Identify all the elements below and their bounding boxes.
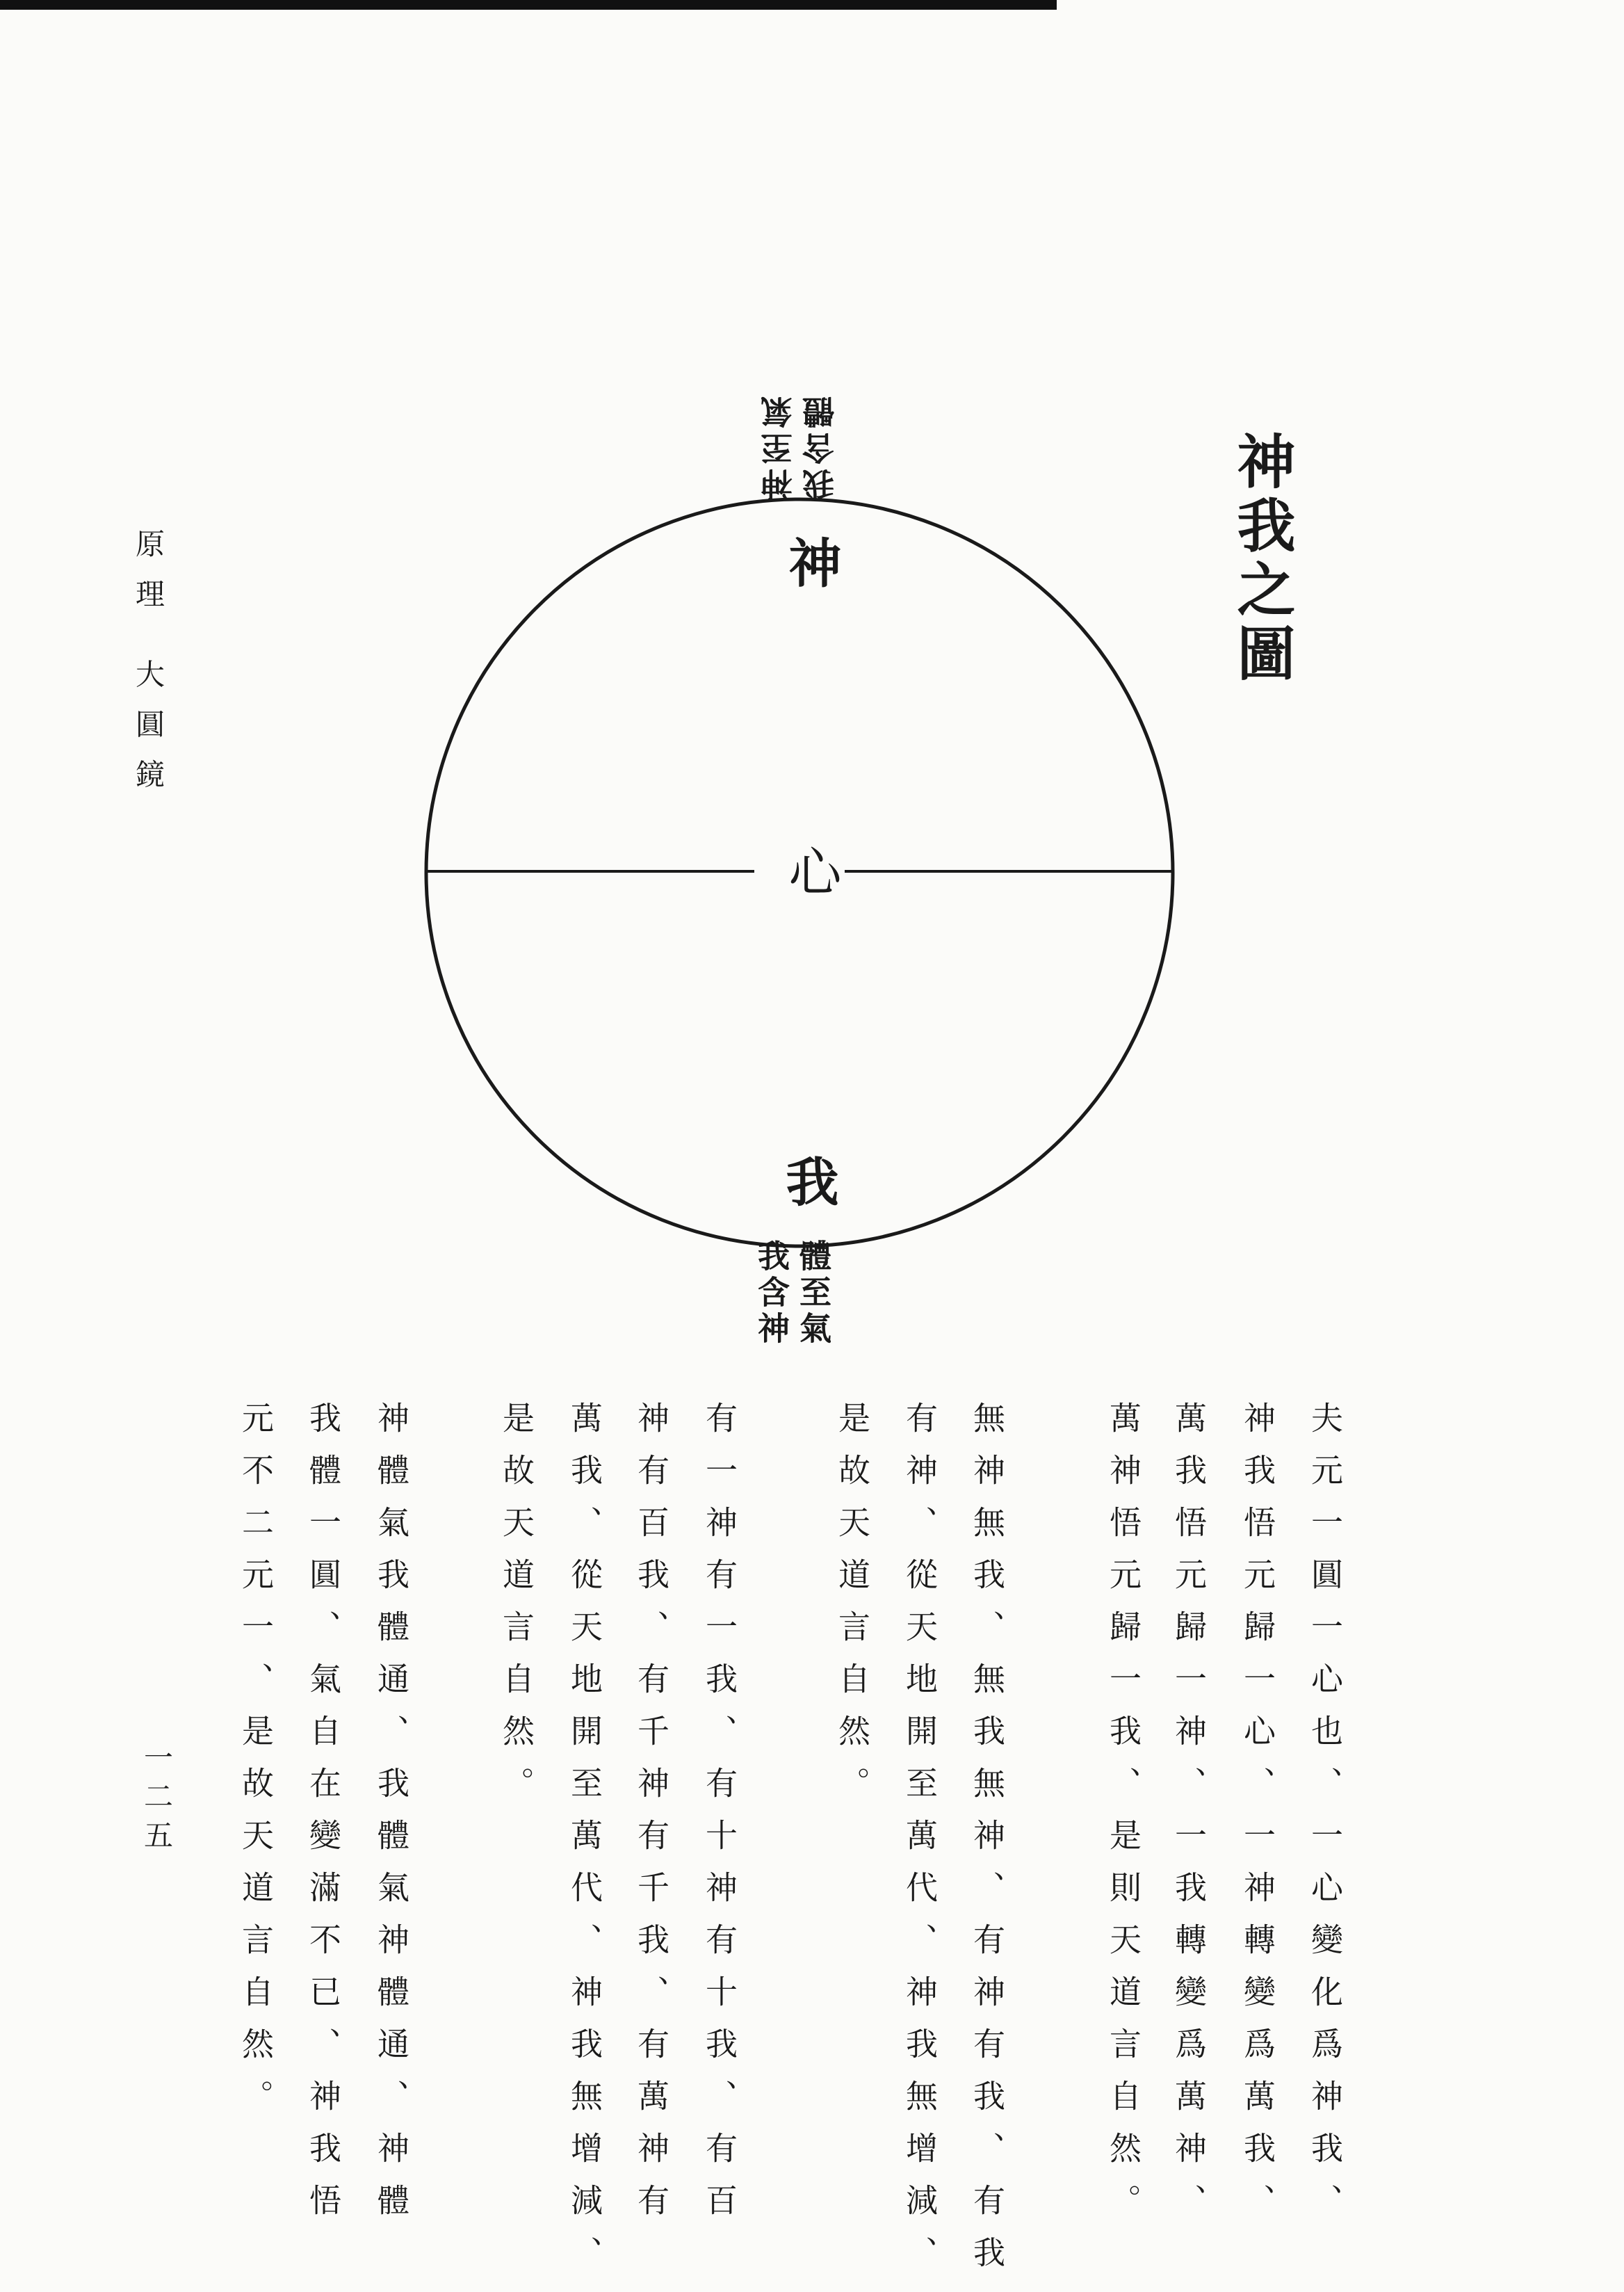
body-column-14: 元不二元一、是故天道言自然。 [237, 1401, 275, 2131]
bottom-note: 體至氣 我含神 [753, 1239, 832, 1348]
body-column-2: 神我悟元歸一心、一神轉變爲萬我、 [1239, 1401, 1276, 2236]
body-column-11: 是故天道言自然。 [498, 1401, 535, 1818]
body-column-12: 神體氣我體通、我體氣神體通、神體 [373, 1401, 410, 2236]
top-note: 神至氣 我含體 [760, 392, 839, 501]
figure-title: 神我之圖 [1228, 431, 1297, 687]
body-column-13: 我體一圓、氣自在變滿不已、神我悟 [304, 1401, 342, 2236]
body-column-9: 神有百我、有千神有千我、有萬神有 [633, 1401, 670, 2236]
body-column-8: 有一神有一我、有十神有十我、有百 [701, 1401, 738, 2236]
body-column-6: 有神、從天地開至萬代、神我無增減、 [901, 1401, 939, 2288]
body-column-7: 是故天道言自然。 [834, 1401, 871, 1818]
body-column-10: 萬我、從天地開至萬代、神我無增減、 [566, 1401, 603, 2288]
running-header: 原理 大圓鏡 [131, 528, 165, 809]
bottom-label-ga: 我 [777, 1154, 839, 1207]
page-number: 一二五 [140, 1742, 174, 1859]
body-column-5: 無神無我、無我無神、有神有我、有我 [968, 1401, 1006, 2288]
body-column-3: 萬我悟元歸一神、一我轉變爲萬神、 [1170, 1401, 1208, 2236]
center-label-kokoro: 心 [780, 844, 842, 897]
top-label-shin: 神 [780, 535, 842, 588]
body-column-4: 萬神悟元歸一我、是則天道言自然。 [1105, 1401, 1142, 2236]
body-column-1: 夫元一圓一心也、一心變化爲神我、 [1306, 1401, 1344, 2236]
